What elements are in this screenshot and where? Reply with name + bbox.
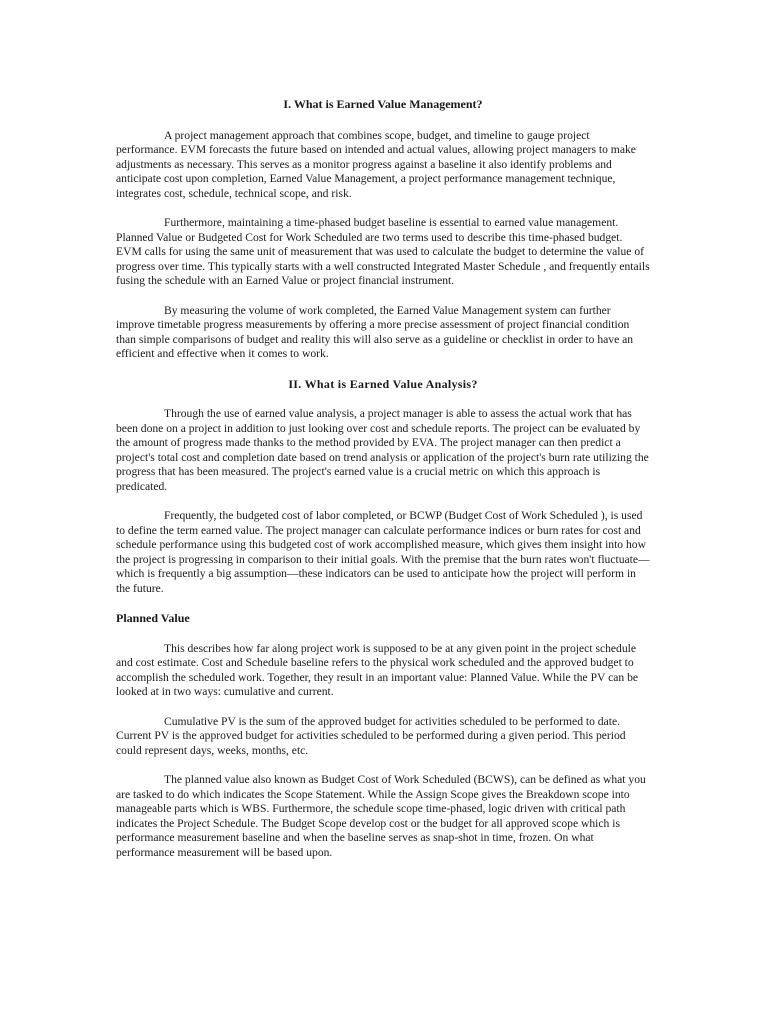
paragraph: The planned value also known as Budget Cost of Work Scheduled (BCWS), can be defined as what you are tasked to do which indicates the Scope Statement. While the Assign Scope gives the Breakdown scope into manageable parts which is WBS. Furthermore, the schedule scope time-phased, logic driven with critical path indicates the Project Schedule. The Budget Scope develop cost or the budget for all approved scope which is performance measurement baseline and when the baseline serves as snap-shot in time, frozen. On what performance measurement will be based upon. (116, 773, 646, 859)
paragraph: By measuring the volume of work completed, the Earned Value Management system can further improve timetable progress measurements by offering a more precise assessment of project financial condition than simple comparisons of budget and reality this will also serve as a guideline or checklist in order to have an efficient and effective when it comes to work. (116, 303, 634, 360)
paragraph: Cumulative PV is the sum of the approved budget for activities scheduled to be performed to date. Current PV is the approved budget for activities scheduled to be performed during a given period. This period could represent days, weeks, months, etc. (116, 714, 626, 757)
section-heading-earned-value-management: I. What is Earned Value Management? (283, 97, 483, 111)
section-heading-earned-value-analysis: II. What is Earned Value Analysis? (288, 376, 478, 391)
paragraph: This describes how far along project work is supposed to be at any given point in the project schedule and cost estimate. Cost and Schedule baseline refers to the physical work scheduled and the approved budget to accomplish the scheduled work. Together, they result in an important value: Planned Value. While the PV can be looked at in two ways: cumulative and current. (116, 641, 639, 698)
paragraph: A project management approach that combines scope, budget, and timeline to gauge project performance. EVM forecasts the future based on intended and actual values, allowing project managers to make adjustments as necessary. This serves as a monitor progress against a baseline it also identify problems and anticipate cost upon completion, Earned Value Management, a project performance management technique, integrates cost, schedule, technical scope, and risk. (116, 128, 636, 200)
subheading-planned-value: Planned Value (116, 611, 190, 625)
paragraph: Furthermore, maintaining a time-phased budget baseline is essential to earned value management. Planned Value or Budgeted Cost for Work Scheduled are two terms used to describe this time-phased budget. EVM calls for using the same unit of measurement that was used to calculate the budget to determine the value of progress over time. This typically starts with a well constructed Integrated Master Schedule , and frequently entails fusing the schedule with an Earned Value or project financial instrument. (116, 216, 650, 287)
paragraph: Frequently, the budgeted cost of labor completed, or BCWP (Budget Cost of Work Scheduled ), is used to define the term earned value. The project manager can calculate performance indices or burn rates for cost and schedule performance using this budgeted cost of work accomplished measure, which gives them insight into how the project is progressing in comparison to their initial goals. With the premise that the burn rates won't fluctuate—which is frequently a big assumption—these indicators can be used to anticipate how the project will perform in the future. (116, 509, 650, 595)
paragraph: Through the use of earned value analysis, a project manager is able to assess the actual work that has been done on a project in addition to just looking over cost and schedule reports. The project can be evaluated by the amount of progress made thanks to the method provided by EVA. The project manager can then predict a project's total cost and completion date based on trend analysis or application of the project's burn rate utilizing the progress that has been measured. The project's earned value is a crucial metric on which this approach is predicated. (116, 407, 649, 493)
document-page (116, 97, 650, 860)
